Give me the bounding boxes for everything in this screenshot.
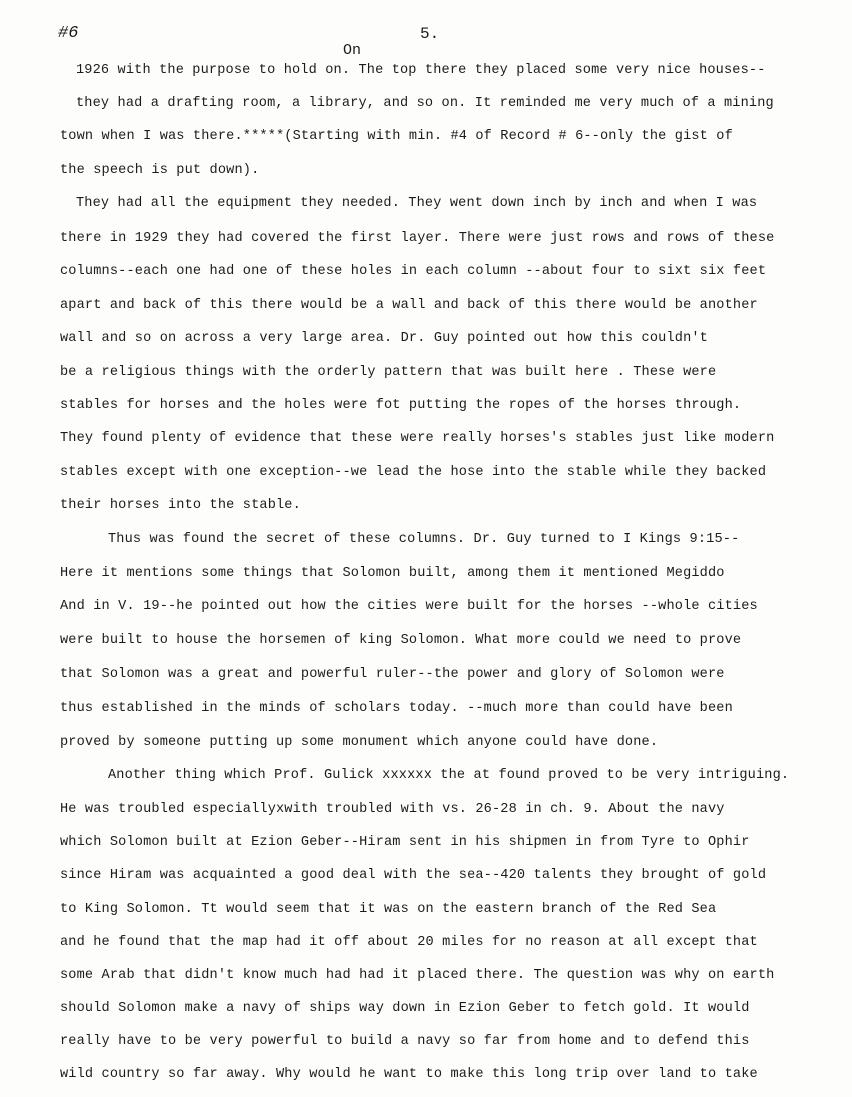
- text-line: They had all the equipment they needed. They went down inch by inch and when I was: [76, 196, 758, 211]
- text-line: to King Solomon. Tt would seem that it was on the eastern branch of the Red Sea: [60, 902, 717, 917]
- text-line: the speech is put down).: [60, 163, 260, 178]
- text-line: and he found that the map had it off about 20 miles for no reason at all except that: [60, 935, 758, 950]
- text-line: proved by someone putting up some monument which anyone could have done.: [60, 735, 659, 750]
- text-line: columns--each one had one of these holes in each column --about four to sixt six feet: [60, 264, 767, 279]
- inserted-word: On: [343, 42, 362, 59]
- text-line: thus established in the minds of scholars today. --much more than could have been: [60, 701, 733, 716]
- text-line: Thus was found the secret of these columns. Dr. Guy turned to I Kings 9:15--: [108, 532, 740, 547]
- text-line: should Solomon make a navy of ships way down in Ezion Geber to fetch gold. It would: [60, 1001, 750, 1016]
- text-line: apart and back of this there would be a wall and back of this there would be another: [60, 298, 758, 313]
- text-line: really have to be very powerful to build a navy so far from home and to defend this: [60, 1034, 750, 1049]
- text-line: some Arab that didn't know much had had it placed there. The question was why on earth: [60, 968, 775, 983]
- text-line: Here it mentions some things that Solomon built, among them it mentioned Megiddo: [60, 566, 725, 581]
- text-line: town when I was there.*****(Starting with min. #4 of Record # 6--only the gist of: [60, 129, 733, 144]
- text-line: They found plenty of evidence that these were really horses's stables just like modern: [60, 431, 775, 446]
- text-line: stables except with one exception--we lead the hose into the stable while they backed: [60, 465, 767, 480]
- page-marker: #6: [58, 24, 79, 43]
- page-number: 5.: [420, 25, 440, 43]
- text-line: wild country so far away. Why would he want to make this long trip over land to take: [60, 1067, 758, 1082]
- text-line: Another thing which Prof. Gulick xxxxxx the at found proved to be very intriguing.: [108, 768, 790, 783]
- text-line: since Hiram was acquainted a good deal with the sea--420 talents they brought of gold: [60, 868, 767, 883]
- text-line: stables for horses and the holes were fot putting the ropes of the horses through.: [60, 398, 742, 413]
- text-line: be a religious things with the orderly pattern that was built here . These were: [60, 365, 717, 380]
- text-line: which Solomon built at Ezion Geber--Hiram sent in his shipmen in from Tyre to Ophir: [60, 835, 750, 850]
- text-line: were built to house the horsemen of king Solomon. What more could we need to prove: [60, 633, 742, 648]
- text-line: And in V. 19--he pointed out how the cities were built for the horses --whole cities: [60, 599, 758, 614]
- text-line: 1926 with the purpose to hold on. The top there they placed some very nice houses--: [76, 63, 766, 78]
- text-line: wall and so on across a very large area. Dr. Guy pointed out how this couldn't: [60, 331, 708, 346]
- text-line: they had a drafting room, a library, and so on. It reminded me very much of a mining: [76, 96, 774, 111]
- text-line: that Solomon was a great and powerful ruler--the power and glory of Solomon were: [60, 667, 725, 682]
- text-line: their horses into the stable.: [60, 498, 301, 513]
- text-line: He was troubled especiallyxwith troubled with vs. 26-28 in ch. 9. About the navy: [60, 802, 725, 817]
- text-line: there in 1929 they had covered the first layer. There were just rows and rows of these: [60, 231, 775, 246]
